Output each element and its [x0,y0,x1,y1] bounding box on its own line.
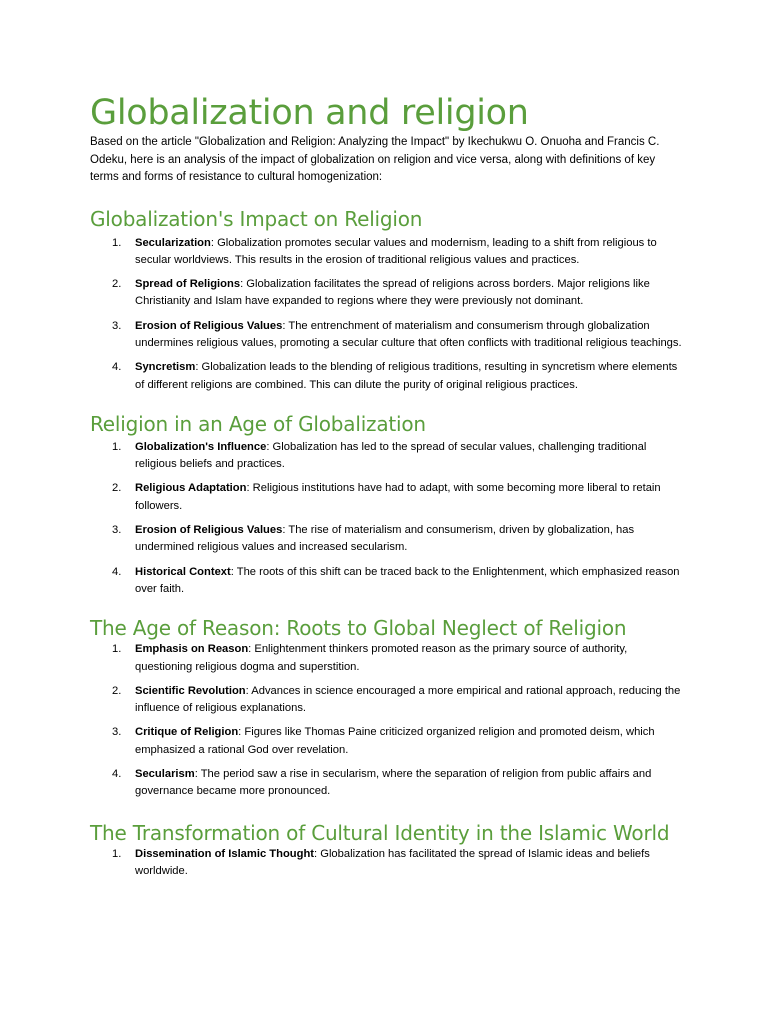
item-number: 1. [112,236,122,249]
list-item [90,846,682,881]
list-item [90,724,682,759]
item-number: 2. [112,278,122,291]
item-term: Dissemination of Islamic Thought [135,847,315,860]
item-number: 4. [112,565,122,578]
item-text: : Globalization has led to the spread of secular values, challenging traditional religious beliefs and practices. [135,440,647,471]
list-item [90,766,682,801]
list-item [90,276,682,311]
item-term: Erosion of Religious Values [135,524,283,537]
item-term: Emphasis on Reason [135,643,249,656]
item-text: : The period saw a rise in secularism, where the separation of religion from public affairs and governance became more pronounced. [135,768,652,798]
document-title: Globalization and religion [90,93,529,133]
list-item [90,235,682,270]
item-term: Erosion of Religious Values [135,319,283,332]
list-item [90,641,682,676]
item-term: Syncretism [135,361,196,374]
item-number: 4. [112,361,122,374]
item-text: : Enlightenment thinkers promoted reason as the primary source of authority, questioning religious dogma and superstition. [135,643,628,673]
item-number: 1. [112,847,122,860]
list-item [90,683,682,718]
item-text: : Religious institutions have had to adapt, with some becoming more liberal to retain followers. [135,482,661,512]
item-term: Spread of Religions [135,278,241,291]
list-item [90,439,682,474]
numbered-list [90,235,682,394]
list-item [90,522,682,557]
item-term: Critique of Religion [135,726,239,739]
item-text: : The entrenchment of materialism and consumerism through globalization undermines religious values, promoting a secular culture that often conflicts with traditional religious teachings. [135,319,682,349]
list-item [90,480,682,515]
document-page [90,92,682,880]
item-text: : Globalization facilitates the spread of religions across borders. Major religions like Christianity and Islam have expanded to regions where they were previously not dominant. [135,278,650,308]
item-term: Religious Adaptation [135,482,247,495]
numbered-list [90,641,682,800]
item-term: Scientific Revolution [135,684,246,697]
item-text: : Globalization promotes secular values and modernism, leading to a shift from religious to secular worldviews. This results in the erosion of traditional religious values and practices. [135,236,657,266]
item-number: 2. [112,482,122,495]
section-heading: The Transformation of Cultural Identity in the Islamic World [90,820,670,845]
list-item [90,564,682,599]
section-heading: Religion in an Age of Globalization [90,411,426,436]
section-heading: Globalization's Impact on Religion [90,206,423,231]
item-text: : Figures like Thomas Paine criticized organized religion and promoted deism, which emphasized a rational God over revelation. [135,726,655,756]
item-term: Secularization [135,236,211,249]
item-text: : Globalization has facilitated the spread of Islamic ideas and beliefs worldwide. [135,847,650,877]
item-number: 2. [112,684,122,697]
item-term: Historical Context [135,565,231,578]
item-number: 3. [112,524,122,537]
item-term: Secularism [135,768,195,781]
section-heading: The Age of Reason: Roots to Global Neglect of Religion [90,616,627,641]
list-item [90,318,682,353]
item-term: Globalization's Influence [135,440,267,453]
item-text: : The roots of this shift can be traced back to the Enlightenment, which emphasized reason over faith. [135,565,680,595]
intro-paragraph: Based on the article "Globalization and Religion: Analyzing the Impact" by Ikechukwu O. Onuoha and Francis C. Odeku, here is an analysis of the impact of globalization on religion and vice versa, along with definitions of key terms and forms of resistance to cultural homogenization: [90,136,660,183]
item-number: 1. [112,643,122,656]
item-number: 3. [112,319,122,332]
item-number: 3. [112,726,122,739]
item-number: 1. [112,440,122,453]
list-item [90,359,682,394]
item-text: : Advances in science encouraged a more empirical and rational approach, reducing the influence of religious explanations. [135,684,681,715]
numbered-list [90,846,682,881]
numbered-list [90,439,682,598]
item-text: : Globalization leads to the blending of religious traditions, resulting in syncretism where elements of different religions are combined. This can dilute the purity of original religious practices. [135,361,678,391]
item-number: 4. [112,768,122,781]
item-text: : The rise of materialism and consumerism, driven by globalization, has undermined religious values and increased secularism. [135,524,635,554]
